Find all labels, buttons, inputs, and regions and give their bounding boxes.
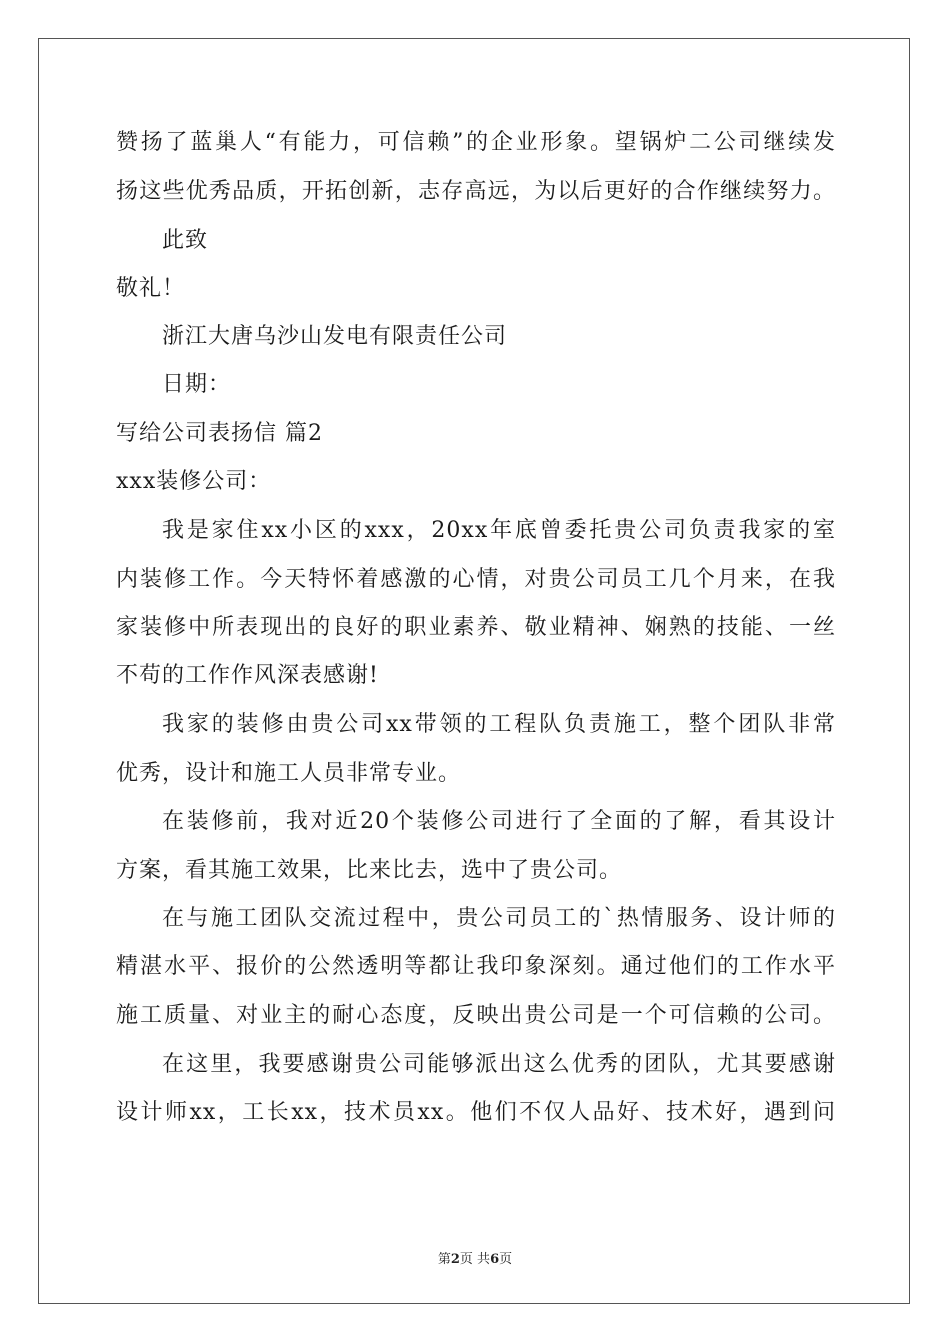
text-line: 家装修中所表现出的良好的职业素养、敬业精神、娴熟的技能、一丝 bbox=[116, 615, 836, 640]
section-heading: 写给公司表扬信 篇2 bbox=[116, 421, 323, 446]
page-current: 2 bbox=[450, 1252, 460, 1267]
text-line: 不苟的工作作风深表感谢! bbox=[116, 663, 379, 688]
text-line: 优秀，设计和施工人员非常专业。 bbox=[116, 761, 462, 786]
text-line: 此致 bbox=[162, 228, 209, 253]
page-footer bbox=[0, 1248, 950, 1267]
text-line: 内装修工作。今天特怀着感激的心情，对贵公司员工几个月来，在我 bbox=[116, 567, 836, 592]
text-line: 在装修前，我对近20个装修公司进行了全面的了解，看其设计 bbox=[162, 809, 836, 834]
text-line: 我是家住xx小区的xxx，20xx年底曾委托贵公司负责我家的室 bbox=[162, 518, 836, 543]
page-total: 6 bbox=[490, 1252, 500, 1267]
text-line: 设计师xx，工长xx，技术员xx。他们不仅人品好、技术好，遇到问 bbox=[116, 1100, 836, 1125]
text-line: 在与施工团队交流过程中，贵公司员工的`热情服务、设计师的 bbox=[162, 906, 836, 931]
text-line: 日期： bbox=[162, 372, 232, 397]
text-line: 赞扬了蓝巢人“有能力，可信赖”的企业形象。望锅炉二公司继续发 bbox=[116, 130, 836, 155]
text-line: 我家的装修由贵公司xx带领的工程队负责施工，整个团队非常 bbox=[162, 712, 836, 737]
text-line: 在这里，我要感谢贵公司能够派出这么优秀的团队，尤其要感谢 bbox=[162, 1052, 836, 1077]
page-prefix: 第 bbox=[437, 1252, 451, 1267]
text-line: 方案，看其施工效果，比来比去，选中了贵公司。 bbox=[116, 858, 623, 883]
page-suffix: 页 bbox=[499, 1252, 513, 1267]
text-line: 扬这些优秀品质，开拓创新，志存高远，为以后更好的合作继续努力。 bbox=[116, 179, 836, 204]
text-line: 浙江大唐乌沙山发电有限责任公司 bbox=[162, 324, 508, 349]
text-line: 敬礼！ bbox=[116, 276, 186, 301]
salutation: xxx装修公司： bbox=[116, 469, 272, 494]
text-line: 精湛水平、报价的公然透明等都让我印象深刻。通过他们的工作水平 bbox=[116, 954, 836, 979]
page-mid: 页 共 bbox=[459, 1252, 491, 1267]
text-line: 施工质量、对业主的耐心态度，反映出贵公司是一个可信赖的公司。 bbox=[116, 1003, 836, 1028]
